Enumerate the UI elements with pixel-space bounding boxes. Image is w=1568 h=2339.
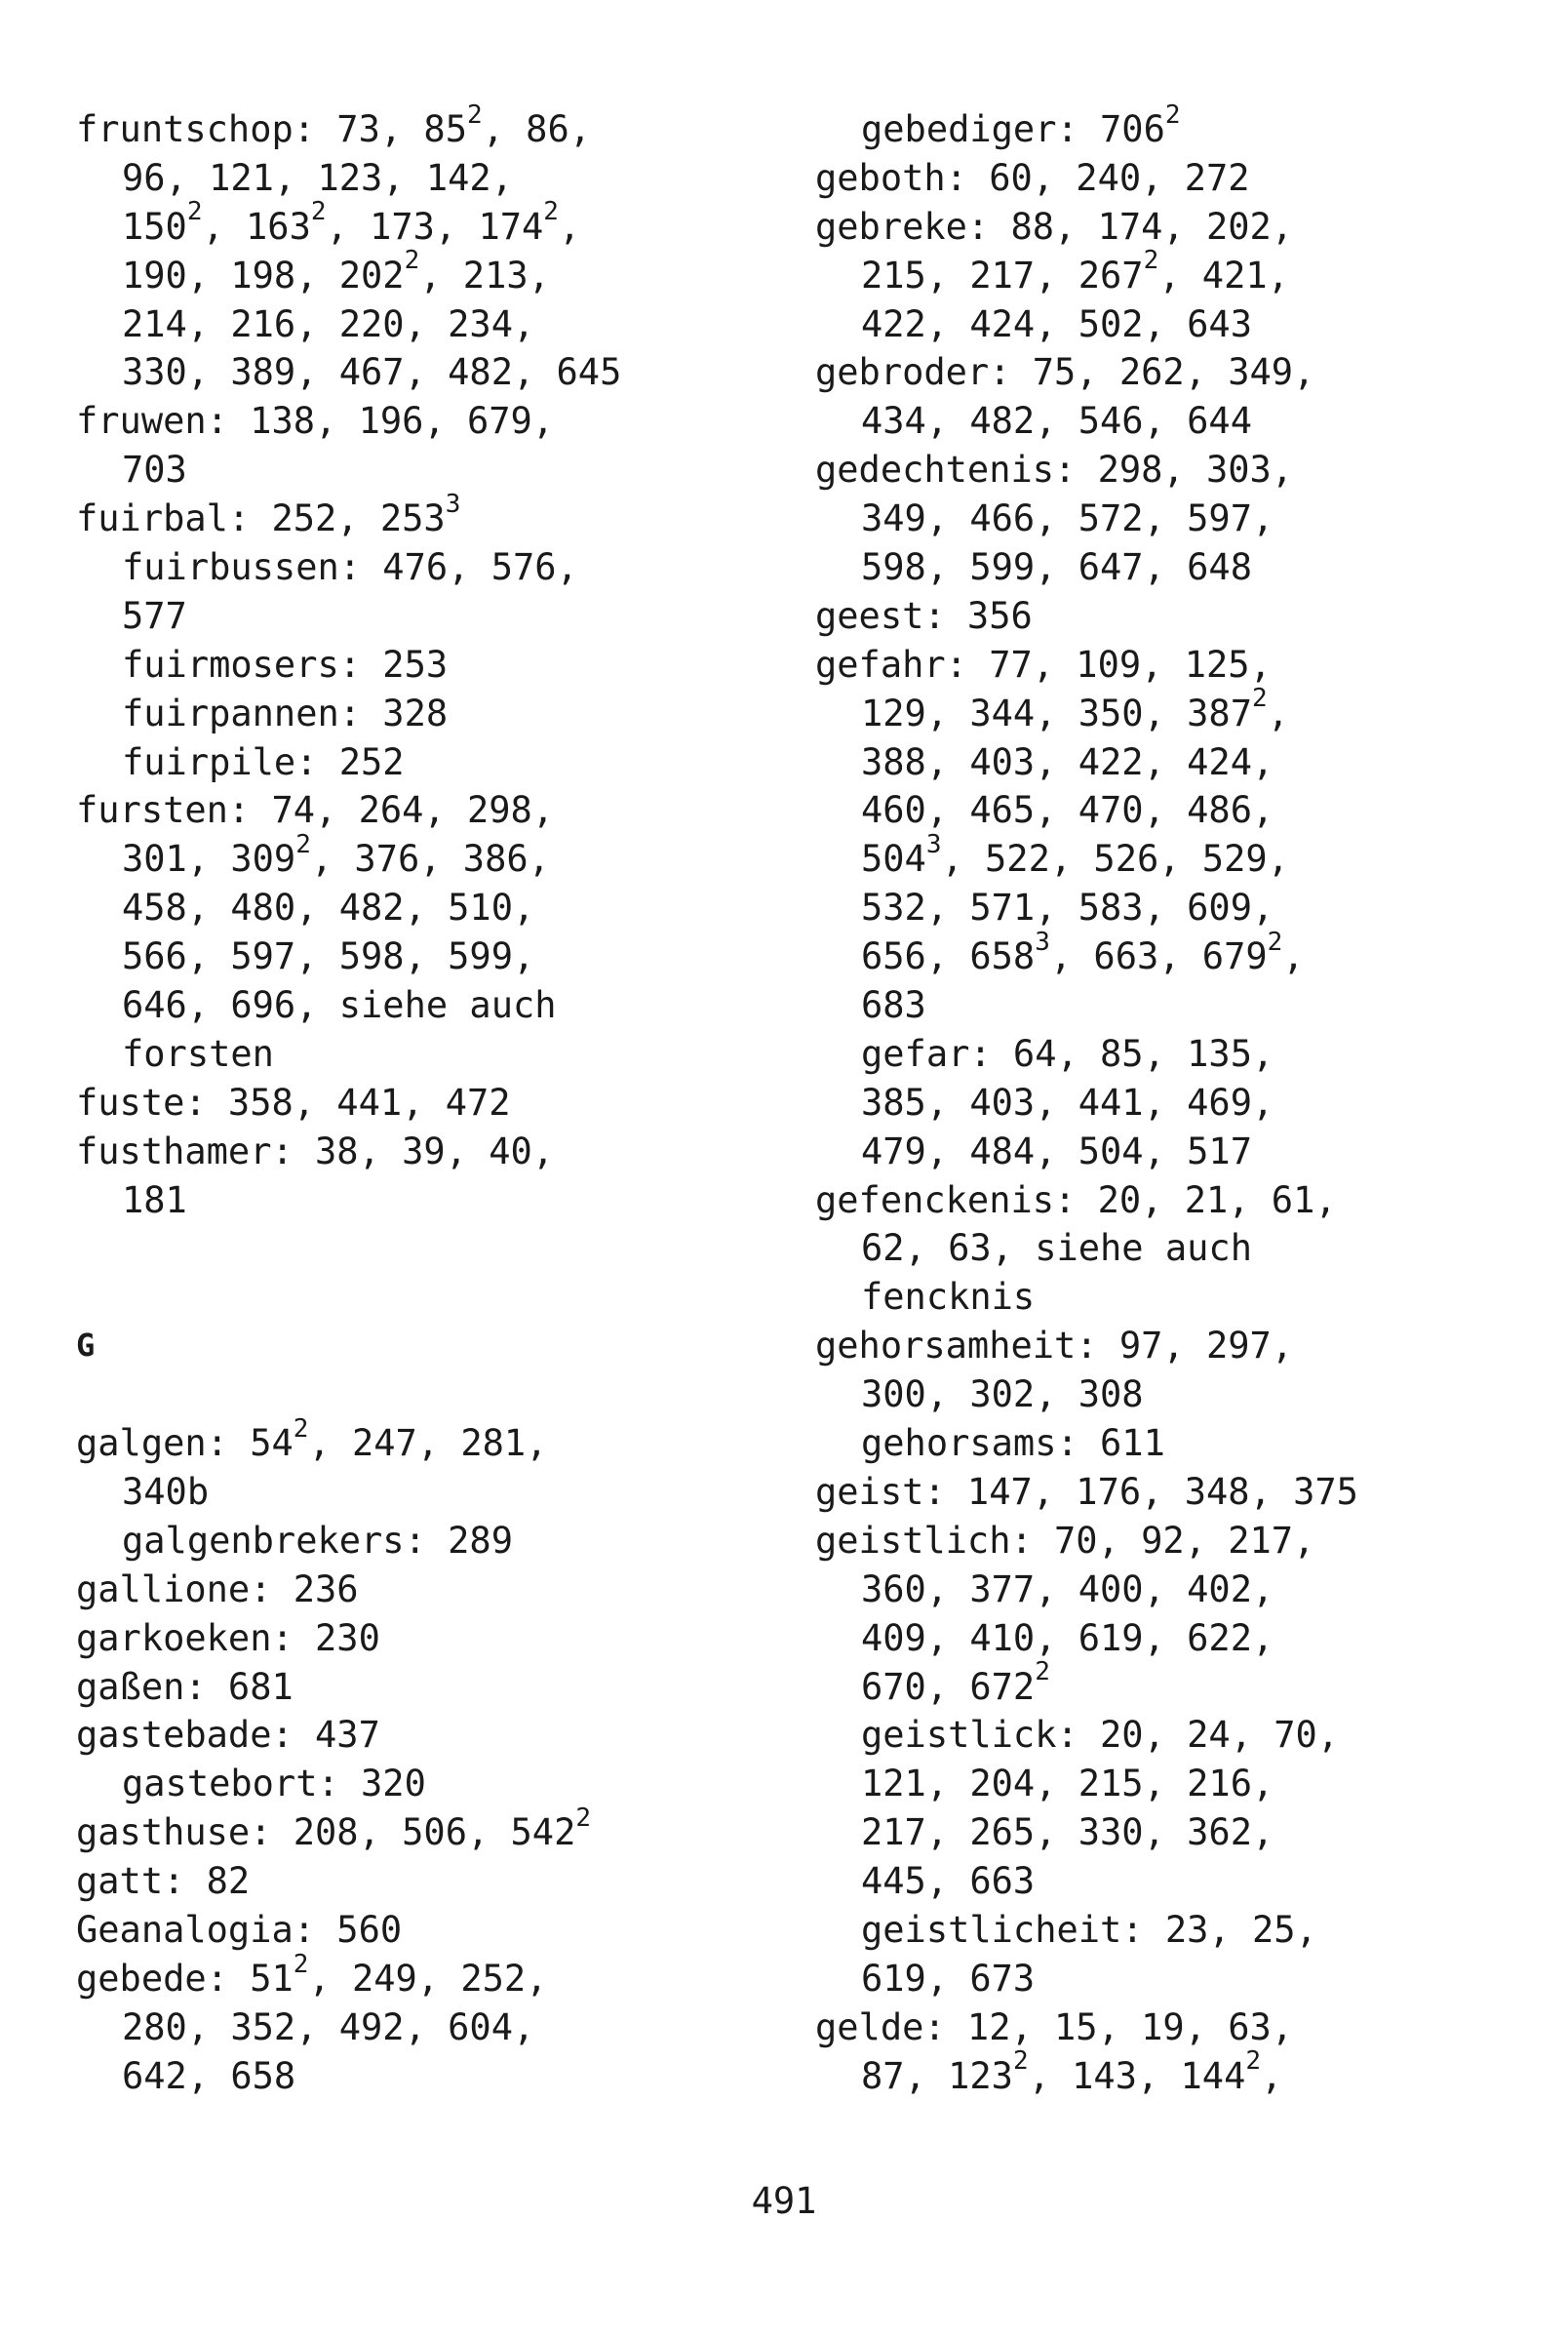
line-text: , 173, 174 xyxy=(326,205,544,248)
index-line-continuation xyxy=(815,2046,1537,2101)
line-text: 656, 658 xyxy=(861,935,1036,978)
line-text: , 143, 144 xyxy=(1028,2054,1246,2097)
index-line-continuation xyxy=(815,397,1537,446)
line-text: 479, 484, 504, 517 xyxy=(861,1130,1252,1172)
index-line-continuation xyxy=(76,932,759,981)
line-text: 646, 696, siehe auch xyxy=(122,984,557,1027)
index-column-right xyxy=(815,99,1537,2101)
index-line-entry xyxy=(815,1468,1537,1517)
index-line-continuation xyxy=(76,1176,759,1225)
index-line-entry xyxy=(815,203,1537,252)
line-text: 460, 465, 470, 486, xyxy=(861,789,1274,832)
line-text: 121, 204, 215, 216, xyxy=(861,1763,1274,1805)
line-text: , 421, xyxy=(1158,254,1289,297)
line-text: gelde: 12, 15, 19, 63, xyxy=(815,2005,1294,2048)
index-line-entry xyxy=(76,1413,759,1468)
line-text: 388, 403, 422, 424, xyxy=(861,740,1274,783)
superscript-count: 3 xyxy=(1035,927,1050,957)
line-text: 301, 309 xyxy=(122,838,296,881)
line-text: fuirbussen: 476, 576, xyxy=(122,546,578,589)
line-text: gastebort: 320 xyxy=(122,1763,426,1805)
index-line-continuation xyxy=(76,641,759,690)
index-line-entry xyxy=(76,1711,759,1760)
superscript-count: 2 xyxy=(1245,2046,1262,2077)
line-text: gallione: 236 xyxy=(76,1567,359,1610)
index-line-continuation xyxy=(815,1370,1537,1419)
line-text: geest: 356 xyxy=(815,594,1033,637)
line-text: 577 xyxy=(122,594,187,637)
index-line-continuation xyxy=(76,1517,759,1566)
line-text: 280, 352, 492, 604, xyxy=(122,2005,535,2048)
superscript-count: 2 xyxy=(1035,1657,1050,1687)
line-text: fuste: 358, 441, 472 xyxy=(76,1081,511,1124)
superscript-count: 2 xyxy=(575,1803,592,1833)
line-text: fruwen: 138, 196, 679, xyxy=(76,400,555,443)
superscript-count: 2 xyxy=(1267,927,1283,957)
section-letter-heading xyxy=(76,1322,759,1370)
line-text: 340b xyxy=(122,1470,210,1513)
line-text: 217, 265, 330, 362, xyxy=(861,1811,1274,1854)
superscript-count: 2 xyxy=(543,197,559,227)
index-line-entry xyxy=(815,1517,1537,1566)
index-line-entry xyxy=(815,2003,1537,2052)
line-text: , xyxy=(558,205,581,248)
superscript-count: 2 xyxy=(293,1413,309,1444)
index-line-continuation xyxy=(815,99,1537,154)
index-line-continuation xyxy=(815,786,1537,835)
line-text: gebede: 51 xyxy=(76,1957,294,2000)
superscript-count: 3 xyxy=(925,830,942,860)
index-line-continuation xyxy=(76,154,759,203)
line-text: 385, 403, 441, 469, xyxy=(861,1081,1274,1124)
line-text: 566, 597, 598, 599, xyxy=(122,935,535,978)
index-line-continuation xyxy=(815,1808,1537,1857)
line-text: fuirpile: 252 xyxy=(122,740,405,783)
line-text: fruntschop: 73, 85 xyxy=(76,108,467,150)
index-line-continuation xyxy=(76,246,759,300)
index-line-entry xyxy=(76,1614,759,1663)
line-text: fuirmosers: 253 xyxy=(122,643,449,686)
line-text: gebediger: 706 xyxy=(861,108,1165,150)
index-line-continuation xyxy=(815,1857,1537,1906)
line-text: , 663, 679 xyxy=(1049,935,1268,978)
index-line-entry xyxy=(815,1322,1537,1370)
line-text: 87, 123 xyxy=(861,2054,1013,2097)
line-text: 504 xyxy=(861,838,926,881)
index-line-entry xyxy=(76,1663,759,1712)
superscript-count: 2 xyxy=(1012,2046,1029,2077)
line-text: 96, 121, 123, 142, xyxy=(122,156,513,199)
superscript-count: 2 xyxy=(404,246,420,276)
line-text: gedechtenis: 298, 303, xyxy=(815,449,1294,492)
line-text: 683 xyxy=(861,984,926,1027)
line-text: garkoeken: 230 xyxy=(76,1616,380,1659)
index-line-entry xyxy=(76,1857,759,1906)
index-line-entry xyxy=(815,641,1537,690)
line-text: 190, 198, 202 xyxy=(122,254,405,297)
index-line-continuation xyxy=(76,446,759,495)
index-line-continuation xyxy=(815,884,1537,932)
superscript-count: 2 xyxy=(310,197,327,227)
blank-line xyxy=(76,1370,759,1419)
line-text: , 213, xyxy=(419,254,550,297)
index-line-continuation xyxy=(815,684,1537,738)
line-text: , 247, 281, xyxy=(308,1422,548,1465)
line-text: gatt: 82 xyxy=(76,1860,251,1903)
index-line-continuation xyxy=(815,1906,1537,1955)
superscript-count: 2 xyxy=(295,830,311,860)
line-text: fursten: 74, 264, 298, xyxy=(76,789,555,832)
line-text: , 249, 252, xyxy=(308,1957,548,2000)
line-text: gaßen: 681 xyxy=(76,1665,294,1708)
index-line-continuation xyxy=(815,1224,1537,1273)
index-line-continuation xyxy=(815,1566,1537,1614)
superscript-count: 2 xyxy=(1164,99,1181,130)
line-text: forsten xyxy=(122,1032,274,1075)
index-line-entry xyxy=(815,592,1537,641)
index-line-continuation xyxy=(76,2003,759,2052)
line-text: 215, 217, 267 xyxy=(861,254,1144,297)
index-line-entry xyxy=(76,1949,759,2003)
index-line-continuation xyxy=(815,981,1537,1030)
line-text: fuirpannen: 328 xyxy=(122,692,449,734)
line-text: 129, 344, 350, 387 xyxy=(861,692,1252,734)
index-line-continuation xyxy=(815,738,1537,787)
line-text: 642, 658 xyxy=(122,2054,296,2097)
index-line-continuation xyxy=(815,495,1537,543)
superscript-count: 2 xyxy=(466,99,483,130)
index-line-continuation xyxy=(76,884,759,932)
line-text: 330, 389, 467, 482, 645 xyxy=(122,351,622,394)
index-line-continuation xyxy=(76,830,759,884)
index-line-continuation xyxy=(815,1955,1537,2003)
index-line-continuation xyxy=(815,1614,1537,1663)
line-text: , xyxy=(1267,692,1289,734)
index-line-continuation xyxy=(76,1030,759,1079)
line-text: , 376, 386, xyxy=(310,838,550,881)
index-line-continuation xyxy=(815,543,1537,592)
index-line-continuation xyxy=(815,1419,1537,1468)
index-line-continuation xyxy=(76,1760,759,1808)
line-text: 214, 216, 220, 234, xyxy=(122,302,535,345)
line-text: Geanalogia: 560 xyxy=(76,1908,403,1951)
line-text: 445, 663 xyxy=(861,1860,1036,1903)
index-line-entry xyxy=(76,786,759,835)
index-line-entry xyxy=(76,1079,759,1128)
line-text: 62, 63, siehe auch xyxy=(861,1227,1252,1270)
line-text: geist: 147, 176, 348, 375 xyxy=(815,1470,1358,1513)
line-text: geboth: 60, 240, 272 xyxy=(815,156,1250,199)
superscript-count: 2 xyxy=(1143,246,1159,276)
superscript-count: 3 xyxy=(445,489,461,519)
line-text: 181 xyxy=(122,1178,187,1221)
index-line-continuation xyxy=(815,1657,1537,1712)
index-line-continuation xyxy=(815,1273,1537,1322)
superscript-count: 2 xyxy=(293,1949,309,1979)
line-text: gehorsams: 611 xyxy=(861,1422,1165,1465)
superscript-count: 2 xyxy=(1251,684,1268,714)
index-line-continuation xyxy=(76,2052,759,2101)
line-text: gefahr: 77, 109, 125, xyxy=(815,643,1272,686)
page-number: 491 xyxy=(751,2180,817,2222)
index-line-entry xyxy=(76,1128,759,1176)
index-line-entry xyxy=(815,348,1537,397)
index-line-entry xyxy=(815,446,1537,495)
line-text: galgen: 54 xyxy=(76,1422,294,1465)
line-text: 598, 599, 647, 648 xyxy=(861,546,1252,589)
index-line-entry xyxy=(76,1566,759,1614)
index-line-entry xyxy=(76,99,759,154)
line-text: gehorsamheit: 97, 297, xyxy=(815,1325,1294,1368)
line-text: 532, 571, 583, 609, xyxy=(861,887,1274,930)
line-text: 422, 424, 502, 643 xyxy=(861,302,1252,345)
index-line-continuation xyxy=(76,981,759,1030)
line-text: 300, 302, 308 xyxy=(861,1373,1144,1416)
line-text: , xyxy=(1282,935,1305,978)
index-line-continuation xyxy=(76,300,759,349)
line-text: fencknis xyxy=(861,1276,1036,1319)
index-line-continuation xyxy=(815,1030,1537,1079)
line-text: gefenckenis: 20, 21, 61, xyxy=(815,1178,1337,1221)
line-text: gasthuse: 208, 506, 542 xyxy=(76,1811,576,1854)
index-line-continuation xyxy=(815,1760,1537,1808)
line-text: , 522, 526, 529, xyxy=(941,838,1289,881)
index-line-continuation xyxy=(76,348,759,397)
line-text: , xyxy=(1261,2054,1283,2097)
line-text: fusthamer: 38, 39, 40, xyxy=(76,1130,555,1172)
blank-line xyxy=(76,1224,759,1273)
index-line-continuation xyxy=(815,1711,1537,1760)
line-text: gastebade: 437 xyxy=(76,1714,380,1757)
index-line-entry xyxy=(76,1906,759,1955)
index-line-entry xyxy=(76,397,759,446)
index-line-entry xyxy=(815,1176,1537,1225)
index-column-left xyxy=(76,99,759,2101)
line-text: 619, 673 xyxy=(861,1957,1036,2000)
index-line-entry xyxy=(815,154,1537,203)
index-line-continuation xyxy=(815,246,1537,300)
line-text: gefar: 64, 85, 135, xyxy=(861,1032,1274,1075)
line-text: 703 xyxy=(122,449,187,492)
line-text: fuirbal: 252, 253 xyxy=(76,497,446,540)
index-line-continuation xyxy=(815,830,1537,884)
line-text: galgenbrekers: 289 xyxy=(122,1519,513,1562)
index-line-continuation xyxy=(815,927,1537,981)
index-line-continuation xyxy=(815,1079,1537,1128)
line-text: 458, 480, 482, 510, xyxy=(122,887,535,930)
line-text: G xyxy=(76,1327,96,1365)
index-line-entry xyxy=(76,1803,759,1857)
index-line-continuation xyxy=(815,1128,1537,1176)
line-text: 150 xyxy=(122,205,187,248)
index-line-continuation xyxy=(76,738,759,787)
line-text: gebroder: 75, 262, 349, xyxy=(815,351,1315,394)
line-text: geistlich: 70, 92, 217, xyxy=(815,1519,1315,1562)
line-text: 360, 377, 400, 402, xyxy=(861,1567,1274,1610)
line-text: , 163 xyxy=(202,205,311,248)
index-line-continuation xyxy=(76,592,759,641)
blank-line xyxy=(76,1273,759,1322)
index-line-continuation xyxy=(815,300,1537,349)
index-line-continuation xyxy=(76,197,759,252)
superscript-count: 2 xyxy=(186,197,203,227)
line-text: gebreke: 88, 174, 202, xyxy=(815,205,1294,248)
line-text: 434, 482, 546, 644 xyxy=(861,400,1252,443)
line-text: geistlicheit: 23, 25, xyxy=(861,1908,1317,1951)
index-line-continuation xyxy=(76,1468,759,1517)
index-line-entry xyxy=(76,489,759,543)
line-text: 409, 410, 619, 622, xyxy=(861,1616,1274,1659)
line-text: geistlick: 20, 24, 70, xyxy=(861,1714,1340,1757)
line-text: 670, 672 xyxy=(861,1665,1036,1708)
line-text: 349, 466, 572, 597, xyxy=(861,497,1274,540)
index-line-continuation xyxy=(76,690,759,738)
line-text: , 86, xyxy=(482,108,592,150)
index-line-continuation xyxy=(76,543,759,592)
